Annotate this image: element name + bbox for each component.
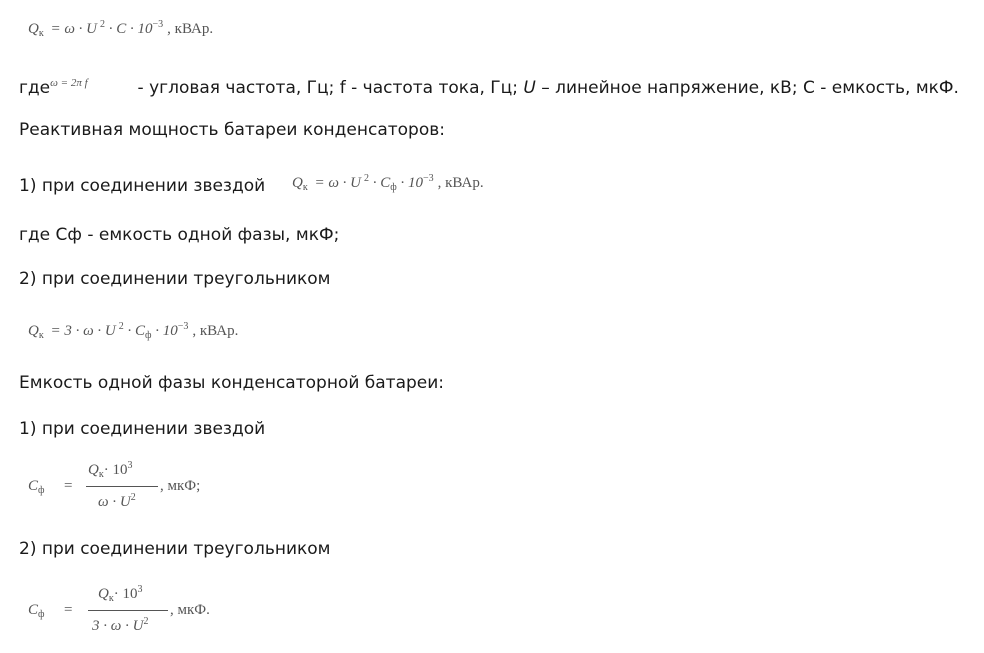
frac-num-exp: 3 bbox=[137, 584, 143, 595]
frac-den-text: ω · U bbox=[98, 494, 131, 510]
definition-text: - угловая частота, Гц; f - частота тока, Гц; bbox=[132, 78, 524, 98]
frac-eq: = bbox=[64, 478, 73, 494]
formula-reactive-power-general bbox=[28, 16, 213, 43]
formula-unit: , кВАр. bbox=[192, 323, 239, 339]
frac-unit: , мкФ. bbox=[170, 602, 210, 618]
formula-lhs-sub: к bbox=[302, 182, 308, 193]
frac-eq: = bbox=[64, 602, 73, 618]
formula-exp: 2 bbox=[100, 19, 105, 30]
formula-star-connection bbox=[292, 170, 484, 197]
phase-capacity-definition: где Cф - емкость одной фазы, мкФ; bbox=[19, 225, 340, 245]
frac-lhs bbox=[28, 478, 45, 496]
formula-lhs: Q bbox=[28, 323, 39, 339]
frac-num-sub: к bbox=[108, 593, 114, 604]
fraction-bar bbox=[88, 610, 168, 611]
formula-unit: , кВАр. bbox=[167, 21, 214, 37]
frac-lhs bbox=[28, 602, 45, 620]
frac-numerator bbox=[98, 584, 142, 604]
formula-rest-exp: −3 bbox=[152, 19, 164, 30]
frac-denominator bbox=[92, 616, 148, 635]
frac-num-rest: · 10 bbox=[103, 462, 128, 478]
inline-omega-formula: ω = 2π f bbox=[50, 77, 88, 89]
frac-numerator bbox=[88, 460, 132, 480]
formula-delta-connection bbox=[28, 318, 238, 345]
formula-lhs-sub: к bbox=[38, 28, 44, 39]
where-prefix: где bbox=[19, 78, 51, 98]
formula-mid: · C bbox=[127, 323, 146, 339]
reactive-power-heading: Реактивная мощность батареи конденсаторов: bbox=[19, 120, 445, 140]
frac-lhs-symbol: C bbox=[28, 478, 39, 494]
frac-lhs-sub: ф bbox=[38, 485, 45, 496]
definition-text-2: – линейное напряжение, кВ; C - емкость, мкФ. bbox=[535, 78, 959, 98]
frac-num-exp: 3 bbox=[127, 460, 133, 471]
formula-rhs: = 3 · ω · U bbox=[50, 323, 116, 339]
star-connection-line bbox=[19, 175, 265, 197]
star-connection-label-2: 1) при соединении звездой bbox=[19, 419, 266, 439]
formula-lhs-sub: к bbox=[38, 330, 44, 341]
formula-mid-sub: ф bbox=[390, 182, 397, 193]
formula-rest: · C · 10 bbox=[108, 21, 153, 37]
phase-capacity-heading: Емкость одной фазы конденсаторной батареи: bbox=[19, 373, 445, 393]
frac-den-exp: 2 bbox=[130, 492, 136, 503]
formula-rest: · 10 bbox=[155, 323, 178, 339]
delta-connection-label: 2) при соединении треугольником bbox=[19, 269, 331, 289]
frac-num-rest: · 10 bbox=[113, 586, 138, 602]
frac-num-symbol: Q bbox=[88, 462, 99, 478]
formula-mid: · C bbox=[372, 175, 391, 191]
formula-lhs: Q bbox=[28, 21, 39, 37]
frac-num-sub: к bbox=[98, 469, 104, 480]
formula-exp: 2 bbox=[364, 173, 369, 184]
frac-num-symbol: Q bbox=[98, 586, 109, 602]
frac-den-exp: 2 bbox=[143, 616, 149, 627]
formula-rest: · 10 bbox=[400, 175, 423, 191]
fraction-formula-star bbox=[26, 458, 226, 514]
formula-rhs: = ω · U bbox=[50, 21, 97, 37]
formula-rhs: = ω · U bbox=[314, 175, 361, 191]
formula-mid-sub: ф bbox=[145, 330, 152, 341]
frac-lhs-sub: ф bbox=[38, 609, 45, 620]
u-symbol: U bbox=[523, 78, 536, 98]
formula-rest-exp: −3 bbox=[423, 173, 434, 184]
formula-rest-exp: −3 bbox=[177, 321, 189, 332]
delta-connection-label-2: 2) при соединении треугольником bbox=[19, 539, 331, 559]
definition-line bbox=[19, 72, 959, 99]
formula-exp: 2 bbox=[118, 321, 124, 332]
frac-lhs-symbol: C bbox=[28, 602, 39, 618]
formula-unit: , кВАр. bbox=[437, 175, 484, 191]
star-connection-label: 1) при соединении звездой bbox=[19, 176, 266, 196]
frac-denominator bbox=[98, 492, 136, 511]
frac-unit: , мкФ; bbox=[160, 478, 201, 494]
frac-den-text: 3 · ω · U bbox=[92, 618, 144, 634]
fraction-formula-delta bbox=[26, 582, 226, 640]
formula-lhs: Q bbox=[292, 175, 303, 191]
fraction-bar bbox=[86, 486, 158, 487]
